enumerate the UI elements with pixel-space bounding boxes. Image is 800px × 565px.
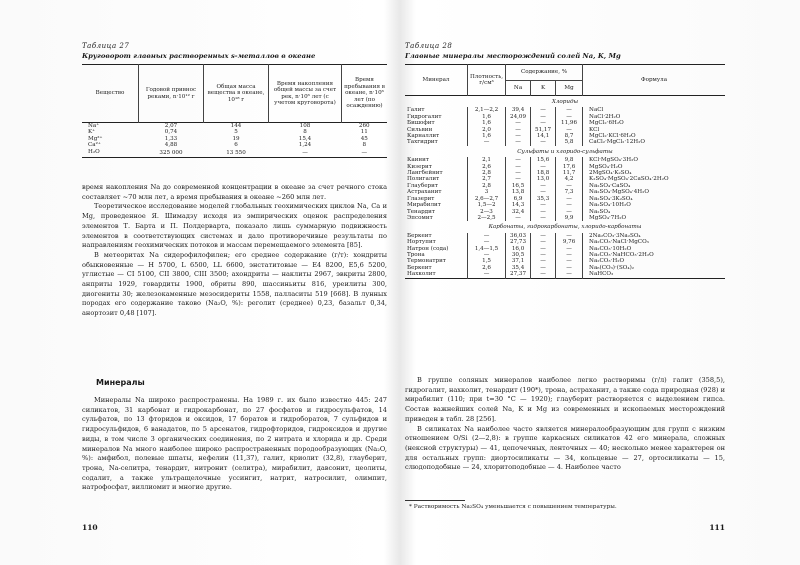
cell: 2,6 (468, 265, 506, 271)
cell: — (506, 127, 531, 133)
cell: — (531, 215, 556, 221)
cell: Натрон (сода) (407, 245, 449, 252)
cell: — (556, 209, 583, 215)
cell: 13,0 (531, 176, 556, 182)
cell: — (506, 176, 531, 182)
table-28 (405, 42, 725, 279)
cell: 1,6 (468, 120, 506, 126)
cell: — (556, 196, 583, 202)
table-28-header: Формула (583, 65, 725, 96)
cell: 32,4 (506, 209, 531, 215)
cell: 4,2 (556, 176, 583, 182)
cell: 1,5 (468, 258, 506, 264)
cell: — (531, 107, 556, 113)
cell: — (506, 120, 531, 126)
table-row (405, 271, 725, 278)
cell: 11,7 (556, 170, 583, 176)
section-title: Минералы (96, 378, 145, 387)
cell: — (556, 265, 583, 271)
cell: 14,3 (506, 202, 531, 208)
cell: — (556, 246, 583, 252)
group-title: Хлориды (551, 99, 579, 105)
cell: 18,8 (531, 170, 556, 176)
cell: Na₂SO₄·10H₂O (583, 202, 725, 208)
cell: — (506, 164, 531, 170)
left-text-block-1 (82, 183, 387, 319)
cell: Эпсомит (407, 214, 433, 221)
cell: Каинит (407, 157, 429, 164)
cell: K₂SO₄·MgSO₄·2CaSO₄·2H₂O (583, 176, 725, 182)
cell: 11 (360, 129, 368, 136)
cell: — (531, 202, 556, 208)
cell: — (556, 271, 583, 278)
cell: Na₂SO₄·CaSO₄ (583, 183, 725, 189)
cell: — (468, 252, 506, 258)
table-group-header (405, 146, 725, 157)
cell: Ca²⁺ (88, 142, 101, 149)
cell: 1,24 (298, 142, 312, 149)
cell: Na₂CO₃·H₂O (583, 258, 725, 264)
cell: 1,6 (468, 114, 506, 120)
cell: — (361, 149, 368, 156)
cell: 6 (234, 142, 238, 149)
table-row (82, 123, 387, 130)
cell: — (468, 233, 506, 239)
table-27-header: Время пребывания в океане, n·10⁶ лет (по осаждению) (342, 65, 388, 123)
cell: Na₂SO₄·3K₂SO₄ (583, 196, 725, 202)
paragraph: В группе соляных минералов наиболее легко растворимы (г/л) галит (358,5), гидрогалит, нахколит, тенардит (190*), трона, астраханит, а также сода природная (928) и мирабилит (110; при t=30 °C — 1920); глауберит растворяется с выделением гипса. Состав важнейших солей Na, K и Mg из современных и ископаемых месторождений приведен в табл. 28 [256]. (405, 376, 725, 423)
cell: 15,6 (531, 157, 556, 163)
cell: Нахколит (407, 271, 436, 278)
cell: — (531, 209, 556, 215)
cell: Na₂CO₃·NaCl·MgCO₃ (583, 239, 725, 245)
cell: 19 (232, 135, 240, 142)
cell: — (531, 252, 556, 258)
cell: 2,0 (468, 127, 506, 133)
cell: — (468, 271, 506, 278)
page-number: 110 (82, 523, 98, 532)
cell: MgSO₄·7H₂O (583, 215, 725, 221)
cell: 24,09 (506, 114, 531, 120)
group-title: Сульфаты и хлоридо-сульфаты (517, 148, 613, 155)
paragraph: В силикатах Na наиболее часто является минералообразующим для групп с низким отношением O/Si (2—2,8): в группе каркасных силикатов 42 его минерала, сложных (нексной структуры) — 41, цепочечных, ленточных — 40; несколько менее характерен он для остальных групп: диортосиликаты — 34, кольцевые — 27, ортосиликаты — 15, слюдоподобные — 24, хлоритоподобные — 4. Наиболее часто (405, 424, 725, 472)
cell: 2—2,5 (468, 215, 506, 221)
cell: 6,9 (506, 196, 531, 202)
cell: CaCl₂·MgCl₂·12H₂O (583, 139, 725, 145)
table-27-header: Вещество (95, 90, 125, 97)
cell: Na₂SO₄ (583, 209, 725, 215)
cell: NaCl (583, 107, 725, 113)
cell: — (531, 114, 556, 120)
cell: MgCl₂·KCl·6H₂O (583, 133, 725, 139)
cell: 7,3 (556, 189, 583, 195)
cell: — (531, 258, 556, 264)
cell: 39,4 (506, 107, 531, 113)
cell: MgCl₂·6H₂O (583, 120, 725, 126)
cell: 30,5 (506, 252, 531, 258)
cell: 9,9 (556, 215, 583, 221)
cell: 8 (303, 129, 307, 136)
cell: 2,6 (468, 164, 506, 170)
cell: NaCl·2H₂O (583, 114, 725, 120)
cell: — (556, 258, 583, 264)
cell: 37,1 (506, 258, 531, 264)
cell: 11,96 (556, 120, 583, 126)
cell: 2,1 (468, 157, 506, 163)
table-28-grid (405, 64, 725, 279)
cell: H₂O (88, 148, 100, 155)
paragraph: время накопления Na до современной концентрации в океане за счет речного стока составляет ~70 млн лет, а время пребывания в океане ~260 млн лет. (82, 183, 387, 201)
cell: — (531, 265, 556, 271)
table-27-grid (82, 64, 387, 158)
cell: — (531, 164, 556, 170)
cell: Галит (407, 107, 425, 114)
cell: 9,76 (556, 239, 583, 245)
cell: — (531, 189, 556, 195)
cell: K⁺ (88, 129, 96, 136)
cell: — (506, 215, 531, 221)
cell: Na₂CO₃·NaHCO₃·2H₂O (583, 252, 725, 258)
cell: Mg²⁺ (88, 135, 103, 142)
cell: — (531, 239, 556, 245)
cell: — (556, 202, 583, 208)
cell: Мирабилит (407, 202, 441, 209)
cell: 0,74 (164, 129, 178, 136)
cell: 5 (234, 129, 238, 136)
cell: — (468, 239, 506, 245)
cell: — (506, 133, 531, 139)
cell: 1,33 (164, 135, 178, 142)
cell: Na₂SO₄·MgSO₄·4H₂O (583, 189, 725, 195)
cell: 2Na₂CO₃·3Na₂SO₄ (583, 233, 725, 239)
cell: Трона (407, 251, 425, 258)
cell: 260 (358, 123, 370, 129)
table-27-header: Общая масса вещества в океане, 10¹⁸ г (204, 65, 269, 123)
cell: 16,0 (506, 246, 531, 252)
paragraph: Теоретическое исследование моделей глобальных геохимических циклов Na, Ca и Mg, проведенное Я. Шимадзу исходя из эмпирических оценок распределения элементов Т. Барта и П. Полдерварта, показало лишь суммарную подвижность элементов в соответствующих системах и дало противоречивые результаты по направлениям геохимических потоков и массам перемещаемого элемента [85]. (82, 202, 387, 250)
right-text-block (405, 376, 725, 473)
cell: KCl·MgSO₄·3H₂O (583, 157, 725, 163)
table-27-header: Время накопления общей массы за счет рек, n·10⁶ лет (с учетом круговорота) (269, 65, 342, 123)
cell: 1,6 (468, 133, 506, 139)
cell: Na₂CO₃·10H₂O (583, 246, 725, 252)
cell: — (531, 233, 556, 239)
table-row (82, 149, 387, 158)
cell: Беркеит (407, 232, 432, 239)
page-number: 111 (709, 523, 725, 532)
cell: MgSO₄·H₂O (583, 164, 725, 170)
cell: 27,73 (506, 239, 531, 245)
cell: 2,8 (468, 183, 506, 189)
cell: 27,37 (506, 271, 531, 278)
left-page (82, 0, 387, 565)
cell: 9,8 (556, 157, 583, 163)
cell: 2,8 (468, 170, 506, 176)
cell: Глазерит (407, 195, 435, 202)
cell: Астраханит (407, 189, 442, 196)
paragraph: Минералы Na широко распространены. На 1989 г. их было известно 445: 247 силикатов, 31 карбонат и гидрокарбонат, по 27 фосфатов и гидросульфатов, 14 сульфатов, по 13 фторидов и оксидов, 17 боратов и гидроборатов, 7 сульфидов и гидросульфидов, 6 ванадатов, по 5 арсенатов, гидрофторидов, гидроксидов и другие виды, в том числе 3 органических соединения, по 2 нитрата и хлорида и др. Среди минералов Na много наиболее широко распространенных породообразующих (Na₂O, %): амфибол, полевые шпаты, нефелин (11,37), галит, криолит (32,8), глауберит, трона, Na-селитра, тенардит, нитронит (селитра), мирабилит, давсонит, цеолиты, содалит, а также ультращелочные уссингит, натрит, натросилит, олимпит, натрофосфат, виллиомит и многие другие. (82, 396, 387, 492)
cell: 325 000 (159, 149, 183, 156)
cell: 144 (230, 123, 242, 129)
cell: Бишофит (407, 120, 435, 127)
cell: — (556, 233, 583, 239)
cell: 35,4 (506, 265, 531, 271)
cell: Карналлит (407, 133, 440, 140)
cell: — (531, 120, 556, 126)
table-28-caption: Таблица 28 (405, 42, 453, 50)
cell: 5,8 (556, 139, 583, 145)
cell: Гидрогалит (407, 113, 442, 120)
cell: NaHCO₃ (583, 271, 725, 278)
cell: 2,7 (468, 176, 506, 182)
left-text-block-2 (82, 396, 387, 493)
cell: — (531, 246, 556, 252)
footnote: * Растворимость Na₂SO₄ уменьшается с повышением температуры. (409, 504, 617, 510)
cell: Кизерит (407, 163, 432, 170)
cell: Сильвин (407, 126, 433, 133)
cell: Лангбейнит (407, 170, 443, 177)
cell: — (531, 271, 556, 278)
cell: — (556, 127, 583, 133)
table-group-header (405, 96, 725, 108)
cell: 15,4 (298, 135, 312, 142)
cell: — (506, 170, 531, 176)
cell: — (556, 107, 583, 113)
cell: — (468, 139, 506, 145)
cell: 4,88 (164, 142, 178, 149)
cell: 51,17 (531, 127, 556, 133)
cell: 16,5 (506, 183, 531, 189)
cell: — (506, 157, 531, 163)
cell: Тенардит (407, 208, 435, 215)
cell: 108 (299, 123, 311, 129)
table-group-header (405, 221, 725, 232)
cell: — (556, 252, 583, 258)
cell: 2,07 (164, 123, 178, 129)
cell: — (556, 183, 583, 189)
cell: Na⁺ (88, 123, 100, 129)
cell: 2,1—2,2 (468, 107, 506, 113)
cell: — (302, 149, 308, 156)
cell: 35,3 (531, 196, 556, 202)
cell: Беркеит (407, 264, 432, 271)
cell: — (506, 139, 531, 145)
right-page (405, 0, 725, 565)
cell: 8 (362, 142, 367, 149)
group-title: Карбонаты, гидрокарбонаты, хлоридо-карбонаты (488, 224, 642, 231)
cell: — (531, 183, 556, 189)
cell: — (556, 114, 583, 120)
cell: 3 (468, 189, 506, 195)
cell: Na₆(CO₃)·(SO₄)₂ (583, 265, 725, 271)
cell: Термонатрит (407, 258, 446, 265)
table-28-header: Минерал (422, 76, 450, 83)
cell: 1,5—2 (468, 202, 506, 208)
cell: 17,6 (556, 164, 583, 170)
cell: Полигалит (407, 176, 440, 183)
table-27-title: Круговорот главных растворенных s-металлов в океане (82, 52, 316, 60)
cell: 2—3 (468, 209, 506, 215)
cell: Тахгидрит (407, 139, 438, 146)
table-28-header: Mg (556, 80, 583, 96)
table-28-header: Na (506, 80, 531, 96)
paragraph: В метеоритах Na сидерофилофилен; его среднее содержание (г/т): хондриты обыкновенные — Н 5700, L 6500, LL 6600, энстатитовые — Е4 8200, Е5,6 5200, углистые — CI 5100, CII 3800, CIII 3500; ахондриты — наклиты 2967, эвкриты 2800, анприты 1929, говардиты 1900, обриты 890, шассиньиты 816, уреилиты 300, диогениты 30; железокаменные мезосидериты 1558, палласиты 519 [668]. В лунных породах его содержание таково (Na₂O, %): реголит (среднее) 0,23, базальт 0,34, анортозит 0,48 [107]. (82, 250, 387, 318)
cell: 36,03 (506, 233, 531, 239)
cell: Нортупит (407, 239, 436, 246)
footnote-rule (405, 500, 465, 501)
table-28-header: K (531, 80, 556, 96)
table-27 (82, 42, 387, 158)
cell: 13,8 (506, 189, 531, 195)
table-28-title: Главные минералы месторождений солей Na, K, Mg (405, 52, 621, 60)
cell: 1,4—1,5 (468, 246, 506, 252)
cell: — (531, 139, 556, 145)
table-27-caption: Таблица 27 (82, 42, 130, 50)
table-27-header: Годовой привнос реками, n·10¹² г (139, 65, 204, 123)
cell: 8,7 (556, 133, 583, 139)
cell: 2,6—2,7 (468, 196, 506, 202)
cell: 45 (360, 135, 368, 142)
cell: 13 550 (226, 149, 246, 156)
cell: 2MgSO₄·K₂SO₄ (583, 170, 725, 176)
table-28-header: Плотность, г/см³ (468, 65, 506, 96)
table-28-header: Содержание, % (506, 65, 583, 81)
cell: Глауберит (407, 182, 438, 189)
cell: KCl (583, 127, 725, 133)
cell: 14,1 (531, 133, 556, 139)
